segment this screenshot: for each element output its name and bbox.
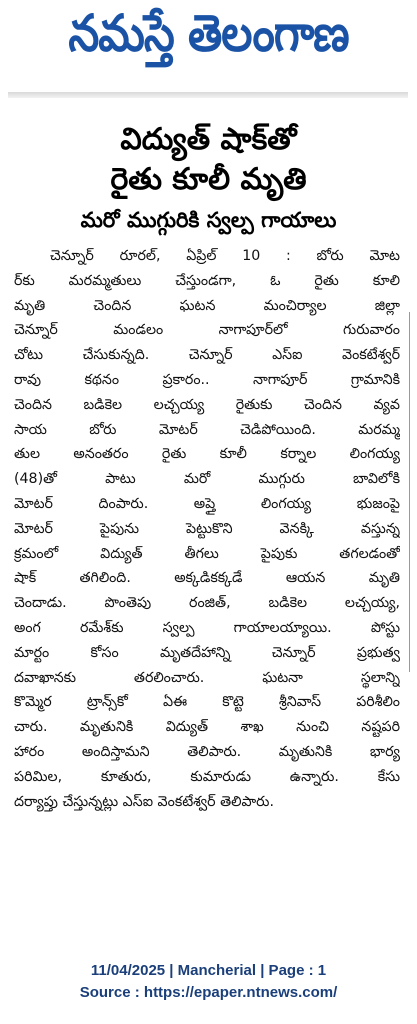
column-rule: [409, 312, 410, 672]
article-line: చెన్నూర్ మండలం నాగాపూర్‌లో గురువారం: [14, 322, 400, 339]
newspaper-logo: నమస్తే తెలంగాణ: [68, 4, 349, 63]
article-line: మోటర్ దింపారు. అప్తై లింగయ్య భుజంపై: [14, 495, 400, 512]
article-line: మోటర్ పైపును పెట్టుకొని వెనక్కి వస్తున్న: [14, 520, 400, 537]
article-line: దవాఖానకు తరలించారు. ఘటనా స్థలాన్ని: [14, 669, 400, 686]
article-line: కొమ్మెర ట్రాన్స్‌కో ఏఈ కొట్టె శ్రీనివాస్ పరిశీలిం: [14, 694, 400, 711]
headline-line-2: రైతు కూలీ మృతి: [110, 162, 307, 197]
footer-source[interactable]: Source : https://epaper.ntnews.com/: [79, 984, 338, 1001]
headline-line-1: విద్యుత్ షాక్‌తో: [120, 122, 297, 157]
article-line: చారు. మృతునికి విద్యుత్ శాఖ నుంచి నష్టపరి: [14, 719, 400, 736]
article-line: (48)తో పాటు మరో ముగ్గురు బావిలోకి: [14, 471, 400, 488]
masthead: [0, 0, 417, 80]
footer-meta: 11/04/2025 | Mancherial | Page : 1: [90, 962, 327, 979]
article-line: చోటు చేసుకున్నది. చెన్నూర్ ఎస్ఐ వెంకటేశ్వర్: [14, 347, 400, 364]
article-line: చెందాడు. పొంతెపు రంజిత్, బడికెల లచ్చయ్య,: [14, 595, 400, 612]
article-line: మార్టం కోసం మృతదేహాన్ని చెన్నూర్ ప్రభుత్వ: [14, 644, 400, 661]
article-line: రావు కథనం ప్రకారం.. నాగాపూర్ గ్రామానికి: [14, 371, 400, 388]
article-line: హారం అందిస్తామని తెలిపారు. మృతునికి భార్య: [14, 743, 400, 760]
article-line: సాయ బోరు మోటర్ చెడిపోయింది. మరమ్మ: [14, 421, 400, 438]
clipping-top-edge: [8, 92, 408, 98]
article-line: షాక్ తగిలింది. అక్కడికక్కడే ఆయన మృతి: [14, 570, 400, 587]
article-line: పరిమిల, కూతురు, కుమారుడు ఉన్నారు. కేసు: [14, 768, 400, 785]
article-body: [14, 244, 400, 814]
footer: [0, 960, 417, 1004]
subheadline: మరో ముగ్గురికి స్వల్ప గాయాలు: [80, 208, 337, 232]
article-line: చెందిన బడికెల లచ్చయ్య రైతుకు చెందిన వ్యవ: [14, 396, 400, 413]
article-line: క్రమంలో విద్యుత్ తీగలు పైపుకు తగలడంతో: [14, 545, 400, 562]
headline: [0, 120, 417, 200]
article-line: మృతి చెందిన ఘటన మంచిర్యాల జిల్లా: [14, 297, 400, 314]
article-line: దర్యాప్తు చేస్తున్నట్లు ఎస్ఐ వెంకటేశ్వర్ తెలిపారు.: [14, 793, 274, 810]
article-line: అంగ రమేశ్‌కు స్వల్ప గాయాలయ్యాయి. పోస్టు: [14, 619, 400, 636]
article-line: చెన్నూర్ రూరల్, ఏప్రిల్ 10 : బోరు మోట: [50, 248, 400, 264]
article-line: తుల అనంతరం రైతు కూలీ కర్నాల లింగయ్య: [14, 446, 400, 463]
article-line: ర్‌కు మరమ్మతులు చేస్తుండగా, ఓ రైతు కూలి: [14, 272, 400, 289]
